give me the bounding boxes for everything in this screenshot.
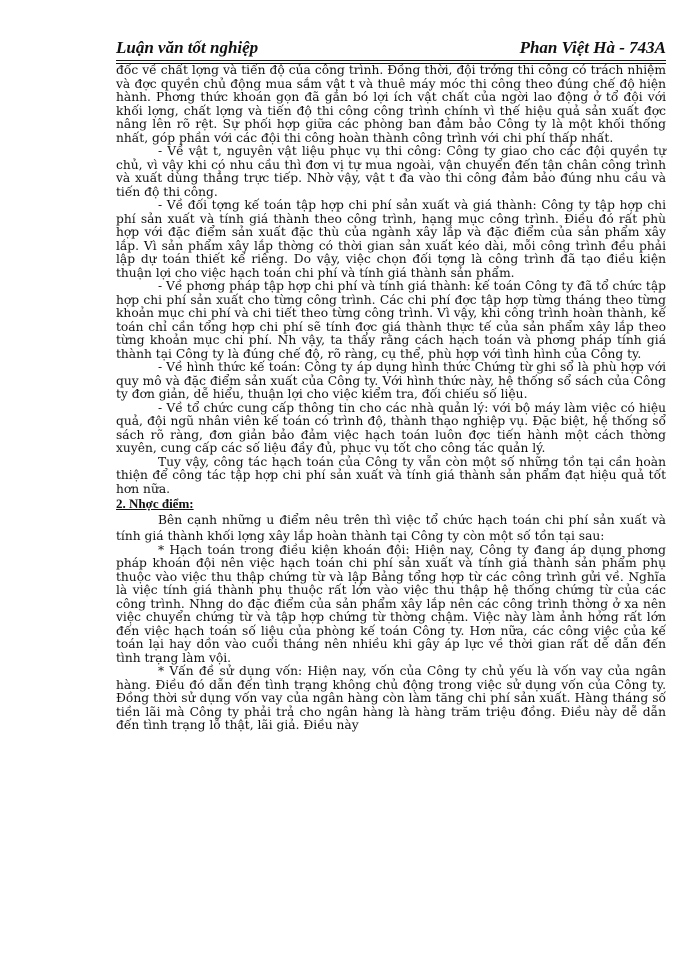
paragraph: - Về hình thức kế toán: Công ty áp dụng hình thức Chứng từ ghi sổ là phù hợp với quy mô và đặc điểm sản xuất của Công ty. Với hình thức này, hệ thống sổ sách của Công ty đơn giản, dễ hiểu, thuận lợi cho việc kiểm tra, đối chiếu số liệu. bbox=[116, 360, 666, 401]
paragraph: Tuy vậy, công tác hạch toán của Công ty vẫn còn một số những tồn tại cần hoàn thiện để công tác tập hợp chi phí sản xuất và tính giá thành sản phẩm đạt hiệu quả tốt hơn nữa. bbox=[116, 454, 666, 496]
paragraph: * Vấn đề sử dụng vốn: Hiện nay, vốn của Công ty chủ yếu là vốn vay của ngân hàng. Điều đó dẫn đến tình trạng không chủ động trong việc sử dụng vốn của Công ty. Đồng thời sử dụng vốn vay của ngân hàng còn làm tăng chi phí sản xuất. Hàng tháng số tiền lãi mà Công ty phải trả cho ngân hàng là hàng trăm triệu đồng. Điều này dễ dẫn đến tình trạng lỗ thật, lãi giả. Điều này bbox=[116, 664, 666, 732]
paragraph: - Về tổ chức cung cấp thông tin cho các nhà quản lý: với bộ máy làm việc có hiệu quả, đội ngũ nhân viên kế toán có trình độ, thành thạo nghiệp vụ. Đặc biệt, hệ thống sổ sách rõ ràng, đơn giản bảo đảm việc hạch toán luôn đợc tiến hành một cách thờng xuyên, cung cấp các số liệu đầy đủ, phục vụ tốt cho công tác quản lý. bbox=[116, 400, 666, 455]
header-author: Phan Việt Hà - 743A bbox=[519, 38, 666, 57]
paragraph: - Về vật t, nguyên vật liệu phục vụ thi công: Công ty giao cho các đội quyền tự chủ, vì vậy khi có nhu cầu thì đơn vị tự mua ngoài, vận chuyển đến tận chân công trình và xuất dùng thẳng trực tiếp. Nhờ vậy, vật t đa vào thi công đảm bảo đúng nhu cầu và tiến độ thi công. bbox=[116, 144, 666, 199]
header-title: Luận văn tốt nghiệp bbox=[116, 38, 259, 57]
section-heading: 2. Nhợc điểm: bbox=[116, 496, 194, 511]
paragraph: Bên cạnh những u điểm nêu trên thì việc tổ chức hạch toán chi phí sản xuất và tính giá thành khối lợng xây lắp hoàn thành tại Công ty còn một số tồn tại sau: bbox=[116, 512, 666, 543]
paragraph: * Hạch toán trong điều kiện khoán đội: Hiện nay, Công ty đang áp dụng phơng pháp khoán đội nên việc hạch toán chi phí sản xuất và tính giá thành sản phẩm phụ thuộc vào việc thu thập chứng từ và lập Bảng tổng hợp từ các công trình gửi về. Nghĩa là việc tính giá thành phụ thuộc rất lớn vào việc thu thập hệ thống chứng từ của các công trình. Nhng do đặc điểm của sản phẩm xây lắp nên các công trình thờng ở xa nên việc chuyển chứng từ và tập hợp chứng từ thờng chậm. Việc này làm ảnh hởng rất lớn đến việc hạch toán số liệu của phòng kế toán Công ty. Hơn nữa, các công việc của kế toán lại hay dồn vào cuối tháng nên nhiều khi gây áp lực về thời gian rất dễ dẫn đến tình trạng làm vội. bbox=[116, 542, 666, 665]
paragraph: - Về phơng pháp tập hợp chi phí và tính giá thành: kế toán Công ty đã tổ chức tập hợp chi phí sản xuất cho từng công trình. Các chi phí đợc tập hợp từng tháng theo từng khoản mục chi phí và chi tiết theo từng công trình. Vì vậy, khi công trình hoàn thành, kế toán chỉ cần tổng hợp chi phí sẽ tính đợc giá thành thực tế của sản phẩm xây lắp theo từng khoản mục chi phí. Nh vậy, ta thấy rằng cách hạch toán và phơng pháp tính giá thành tại Công ty là đúng chế độ, rõ ràng, cụ thể, phù hợp với tình hình của Công ty. bbox=[116, 279, 666, 361]
body-text bbox=[116, 64, 666, 733]
page-header bbox=[116, 38, 666, 58]
paragraph: - Về đối tợng kế toán tập hợp chi phí sản xuất và giá thành: Công ty tập hợp chi phí sản xuất và tính giá thành theo công trình, hạng mục công trình. Điều đó rất phù hợp với đặc điểm sản xuất đặc thù của ngành xây lắp và đặc điểm của sản phẩm xây lắp. Vì sản phẩm xây lắp thờng có thời gian sản xuất kéo dài, mỗi công trình đều phải lập dự toán thiết kế riêng. Do vậy, việc chọn đối tợng là công trình đã tạo điều kiện thuận lợi cho việc hạch toán chi phí và tính giá thành sản phẩm. bbox=[116, 198, 666, 280]
paragraph: đốc về chất lợng và tiến độ của công trình. Đồng thời, đội trởng thi công có trách nhiệm và đợc quyền chủ động mua sắm vật t và thuê máy móc thi công theo đúng chế độ hiện hành. Phơng thức khoán gọn đã gắn bó lợi ích vật chất của ngời lao động ở tổ đội với khối lợng, chất lợng và tiến độ thi công công trình chính vì thế hiệu quả sản xuất đợc nâng lên rõ rệt. Sự phối hợp giữa các phòng ban đảm bảo Công ty là một khối thống nhất, góp phần với các đội thi công hoàn thành công trình với chi phí thấp nhất. bbox=[116, 63, 666, 145]
